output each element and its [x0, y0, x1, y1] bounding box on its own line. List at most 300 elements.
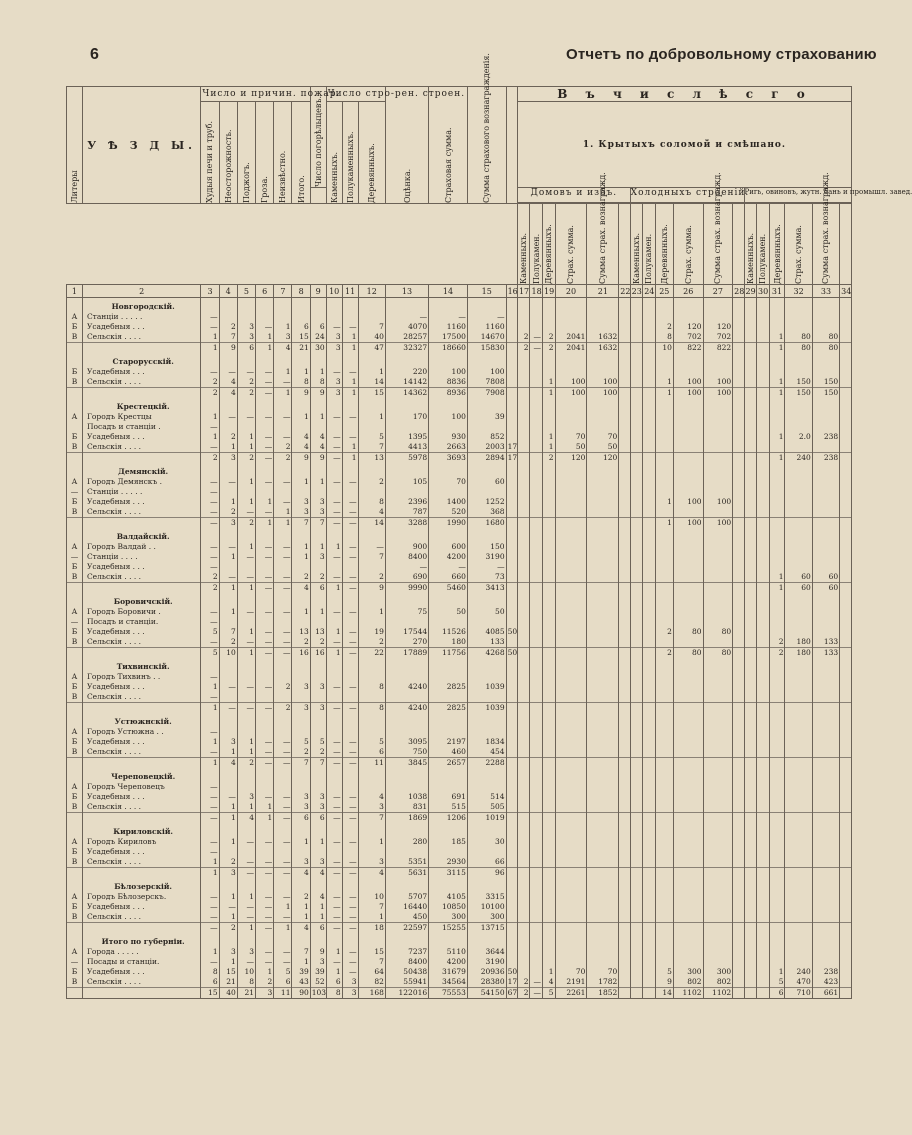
data-cell: 2	[274, 703, 292, 714]
data-cell: 7908	[467, 388, 506, 399]
data-cell: —	[342, 583, 358, 594]
data-cell	[769, 782, 785, 792]
data-cell: 1160	[429, 322, 468, 332]
data-cell: —	[342, 552, 358, 562]
table-row	[67, 312, 852, 322]
data-cell	[757, 782, 770, 792]
data-cell	[237, 312, 255, 322]
data-cell	[326, 422, 342, 432]
column-number: 20	[555, 285, 587, 298]
data-cell: —	[530, 332, 543, 343]
data-cell: 80	[785, 332, 812, 343]
table-row	[67, 857, 852, 868]
column-number: 17	[518, 286, 530, 296]
data-cell: 120	[673, 322, 703, 332]
data-cell: 822	[673, 343, 703, 354]
data-cell	[530, 692, 543, 703]
data-cell	[429, 727, 468, 737]
data-cell: —	[256, 552, 274, 562]
data-cell: 2	[237, 758, 255, 769]
row-litera	[67, 868, 83, 879]
table-row	[67, 947, 852, 957]
data-cell	[506, 388, 517, 399]
data-cell	[785, 792, 812, 802]
data-cell	[506, 782, 517, 792]
data-cell	[385, 727, 428, 737]
data-cell	[619, 682, 630, 692]
data-cell	[744, 782, 757, 792]
data-cell: 2	[543, 453, 556, 464]
data-cell	[630, 442, 643, 453]
subtotal-row	[67, 868, 852, 879]
data-cell	[733, 583, 744, 594]
data-cell	[530, 813, 543, 824]
data-cell	[506, 542, 517, 552]
data-cell	[757, 312, 770, 322]
data-cell	[619, 377, 630, 388]
data-cell: 2	[310, 637, 326, 648]
data-cell: 8400	[385, 957, 428, 967]
data-cell	[733, 477, 744, 487]
data-cell	[358, 617, 385, 627]
data-cell: 1	[326, 583, 342, 594]
data-cell: 4240	[385, 682, 428, 692]
row-litera	[67, 758, 83, 769]
data-cell	[530, 682, 543, 692]
district-heading-row	[67, 658, 852, 672]
data-cell	[643, 412, 656, 422]
data-cell	[643, 507, 656, 518]
data-cell: —	[274, 477, 292, 487]
data-cell: 180	[785, 637, 812, 648]
data-cell	[555, 947, 587, 957]
row-label: Усадебныя . . .	[82, 847, 200, 857]
data-cell: 702	[673, 332, 703, 343]
data-cell	[840, 542, 852, 552]
data-cell: 600	[429, 542, 468, 552]
data-cell	[733, 957, 744, 967]
data-cell: 100	[703, 497, 733, 507]
data-cell	[744, 682, 757, 692]
data-cell	[506, 487, 517, 497]
data-cell: 9990	[385, 583, 428, 594]
data-cell	[643, 343, 656, 354]
data-cell	[587, 367, 619, 377]
data-cell: 470	[785, 977, 812, 988]
data-cell	[555, 737, 587, 747]
data-cell	[757, 902, 770, 912]
data-cell: —	[342, 837, 358, 847]
data-cell	[643, 692, 656, 703]
data-cell	[530, 572, 543, 583]
data-cell: 4	[274, 343, 292, 354]
data-cell: 120	[587, 453, 619, 464]
data-cell: 1	[274, 367, 292, 377]
data-cell: 1	[292, 957, 310, 967]
data-cell	[506, 367, 517, 377]
data-cell	[840, 682, 852, 692]
data-cell	[769, 692, 785, 703]
data-cell	[517, 453, 530, 464]
data-cell: —	[256, 957, 274, 967]
data-cell	[744, 607, 757, 617]
row-litera: —	[67, 552, 83, 562]
row-label: Усадебныя . . .	[82, 682, 200, 692]
data-cell	[840, 637, 852, 648]
data-cell: 1	[342, 453, 358, 464]
row-label	[82, 758, 200, 769]
data-cell: 8	[310, 377, 326, 388]
data-cell: —	[326, 607, 342, 617]
data-cell	[310, 312, 326, 322]
data-cell: 1	[358, 412, 385, 422]
data-cell: 1	[292, 542, 310, 552]
data-cell: —	[256, 857, 274, 868]
data-cell: 34564	[429, 977, 468, 988]
data-cell	[673, 412, 703, 422]
data-cell: 1	[655, 518, 673, 529]
row-litera: А	[67, 782, 83, 792]
data-cell	[543, 572, 556, 583]
data-cell	[785, 497, 812, 507]
data-cell	[744, 477, 757, 487]
district-name: Кириловскій.	[82, 823, 200, 837]
data-cell	[555, 758, 587, 769]
data-cell: 1	[342, 442, 358, 453]
data-cell: —	[385, 562, 428, 572]
row-litera	[67, 388, 83, 399]
data-cell: 7	[292, 947, 310, 957]
table-row	[67, 572, 852, 583]
data-cell	[517, 367, 530, 377]
data-cell	[785, 902, 812, 912]
data-cell	[733, 617, 744, 627]
data-cell	[310, 847, 326, 857]
data-cell	[385, 422, 428, 432]
data-cell	[256, 562, 274, 572]
data-cell: 168	[358, 988, 385, 999]
data-cell: —	[326, 322, 342, 332]
data-cell: 2	[201, 572, 219, 583]
data-cell: 2041	[555, 332, 587, 343]
data-cell: 3095	[385, 737, 428, 747]
data-cell	[769, 857, 785, 868]
data-cell	[587, 322, 619, 332]
data-cell	[733, 727, 744, 737]
table-row	[67, 737, 852, 747]
data-cell	[643, 477, 656, 487]
data-cell: —	[256, 432, 274, 442]
data-cell: 31679	[429, 967, 468, 977]
data-cell: 515	[429, 802, 468, 813]
row-litera	[67, 343, 83, 354]
data-cell: 2	[310, 747, 326, 758]
data-cell	[587, 857, 619, 868]
data-cell	[812, 682, 839, 692]
data-cell: 8400	[385, 552, 428, 562]
data-cell: 423	[812, 977, 839, 988]
data-cell: 60	[812, 583, 839, 594]
data-cell: 122016	[385, 988, 428, 999]
data-cell	[757, 507, 770, 518]
data-cell	[733, 432, 744, 442]
data-cell: —	[201, 902, 219, 912]
data-cell	[619, 442, 630, 453]
data-cell: —	[342, 572, 358, 583]
data-cell: —	[326, 507, 342, 518]
data-cell: 2	[517, 332, 530, 343]
data-cell	[256, 692, 274, 703]
data-cell	[733, 813, 744, 824]
data-cell	[555, 367, 587, 377]
data-cell: 520	[429, 507, 468, 518]
data-cell: 50	[429, 607, 468, 617]
data-cell: 1	[256, 802, 274, 813]
data-cell	[517, 487, 530, 497]
data-cell	[757, 542, 770, 552]
data-cell: —	[342, 868, 358, 879]
data-cell: 2	[219, 322, 237, 332]
data-cell: —	[326, 837, 342, 847]
data-cell: —	[256, 388, 274, 399]
data-cell	[619, 487, 630, 497]
row-litera: В	[67, 747, 83, 758]
data-cell	[643, 322, 656, 332]
data-cell: 3	[326, 343, 342, 354]
data-cell	[256, 617, 274, 627]
data-cell	[630, 988, 643, 999]
data-cell: 100	[555, 377, 587, 388]
data-cell	[655, 583, 673, 594]
data-cell	[655, 542, 673, 552]
data-cell	[769, 868, 785, 879]
data-cell: 1	[769, 432, 785, 442]
data-cell	[757, 583, 770, 594]
data-cell	[630, 343, 643, 354]
data-cell: 7	[358, 957, 385, 967]
data-cell	[543, 912, 556, 923]
data-cell: 2396	[385, 497, 428, 507]
data-cell	[530, 727, 543, 737]
data-cell	[274, 847, 292, 857]
data-cell	[733, 967, 744, 977]
data-cell	[555, 747, 587, 758]
district-heading-row	[67, 878, 852, 892]
data-cell: —	[326, 703, 342, 714]
data-cell	[655, 672, 673, 682]
data-cell	[543, 792, 556, 802]
data-cell	[655, 737, 673, 747]
data-cell: 10	[655, 343, 673, 354]
data-cell	[630, 868, 643, 879]
data-cell	[673, 367, 703, 377]
data-cell	[530, 847, 543, 857]
data-cell	[769, 912, 785, 923]
data-cell: 3	[292, 497, 310, 507]
data-cell	[506, 847, 517, 857]
data-cell	[757, 552, 770, 562]
data-cell: 4	[237, 813, 255, 824]
data-cell: —	[219, 367, 237, 377]
data-cell	[769, 802, 785, 813]
column-number: 16	[507, 286, 518, 296]
data-cell: 2	[237, 377, 255, 388]
data-cell	[219, 782, 237, 792]
col-appraisal-header: Оцѣнка.	[385, 87, 428, 204]
row-litera: Б	[67, 562, 83, 572]
data-cell: 1	[769, 967, 785, 977]
data-cell: 1782	[587, 977, 619, 988]
data-cell	[506, 703, 517, 714]
data-cell	[530, 312, 543, 322]
district-heading-row	[67, 353, 852, 367]
data-cell: —	[256, 902, 274, 912]
data-cell	[769, 442, 785, 453]
data-cell	[274, 487, 292, 497]
data-cell	[543, 868, 556, 879]
data-cell	[358, 692, 385, 703]
data-cell: 80	[703, 648, 733, 659]
data-cell	[555, 487, 587, 497]
data-cell: 5	[292, 737, 310, 747]
data-cell	[555, 923, 587, 934]
data-cell: 5110	[429, 947, 468, 957]
data-cell: 3190	[467, 552, 506, 562]
data-cell	[785, 672, 812, 682]
data-cell	[342, 727, 358, 737]
row-label: Городъ Череповецъ	[82, 782, 200, 792]
data-cell: 9	[655, 977, 673, 988]
row-label: Городъ Кириловъ	[82, 837, 200, 847]
data-cell	[757, 923, 770, 934]
column-number: 19	[544, 286, 555, 296]
data-cell: —	[256, 442, 274, 453]
data-cell: 10	[358, 892, 385, 902]
data-cell	[467, 782, 506, 792]
data-cell	[530, 377, 543, 388]
data-cell	[530, 672, 543, 682]
data-cell	[812, 627, 839, 637]
data-cell	[744, 747, 757, 758]
data-cell: 368	[467, 507, 506, 518]
data-cell	[744, 552, 757, 562]
row-litera	[67, 518, 83, 529]
data-cell: 3288	[385, 518, 428, 529]
data-cell: 55941	[385, 977, 428, 988]
data-cell	[655, 617, 673, 627]
data-cell	[840, 487, 852, 497]
column-number: 14	[429, 285, 468, 298]
data-cell	[292, 562, 310, 572]
data-cell: 1	[201, 343, 219, 354]
data-cell	[812, 947, 839, 957]
data-cell	[219, 672, 237, 682]
row-litera: А	[67, 412, 83, 422]
district-name: Новгородскій.	[82, 298, 200, 313]
data-cell: 1400	[429, 497, 468, 507]
data-cell	[733, 542, 744, 552]
data-cell: 5	[310, 737, 326, 747]
data-cell: 1	[310, 607, 326, 617]
data-cell	[840, 367, 852, 377]
data-cell: 4	[543, 977, 556, 988]
data-cell: 3	[310, 802, 326, 813]
data-cell	[643, 957, 656, 967]
data-cell	[630, 607, 643, 617]
data-cell	[643, 487, 656, 497]
row-label: Усадебныя . . .	[82, 627, 200, 637]
data-cell: 1	[292, 412, 310, 422]
data-cell: 2	[201, 583, 219, 594]
data-cell	[757, 988, 770, 999]
data-cell: 28257	[385, 332, 428, 343]
data-cell	[310, 422, 326, 432]
data-cell: —	[326, 868, 342, 879]
data-cell	[655, 792, 673, 802]
data-cell	[643, 967, 656, 977]
data-cell: 39	[292, 967, 310, 977]
data-cell: 1	[655, 388, 673, 399]
data-cell	[673, 957, 703, 967]
data-cell	[643, 637, 656, 648]
data-cell: —	[326, 802, 342, 813]
data-cell: 1	[292, 367, 310, 377]
data-cell	[543, 902, 556, 912]
data-cell	[342, 312, 358, 322]
data-cell	[744, 412, 757, 422]
data-cell	[673, 912, 703, 923]
data-cell: 7	[310, 518, 326, 529]
data-cell: —	[530, 988, 543, 999]
data-cell	[530, 442, 543, 453]
data-cell	[619, 727, 630, 737]
data-cell: —	[256, 792, 274, 802]
data-cell	[506, 507, 517, 518]
data-cell	[733, 332, 744, 343]
data-cell: —	[274, 552, 292, 562]
data-cell: 4240	[385, 703, 428, 714]
data-cell: —	[274, 957, 292, 967]
data-cell	[358, 672, 385, 682]
data-cell: —	[342, 892, 358, 902]
data-cell: 1	[543, 967, 556, 977]
data-cell	[643, 422, 656, 432]
data-cell	[587, 477, 619, 487]
data-cell	[812, 477, 839, 487]
data-cell	[292, 692, 310, 703]
data-cell: 8	[292, 377, 310, 388]
data-cell: 1	[274, 507, 292, 518]
data-cell	[237, 727, 255, 737]
data-cell: 14	[655, 988, 673, 999]
data-cell: —	[201, 923, 219, 934]
data-cell	[744, 617, 757, 627]
table-row	[67, 837, 852, 847]
column-number: 29	[745, 286, 756, 296]
data-cell	[619, 892, 630, 902]
data-cell: 2	[543, 343, 556, 354]
data-cell	[703, 692, 733, 703]
data-cell	[757, 737, 770, 747]
data-cell: 9	[310, 453, 326, 464]
data-cell	[643, 617, 656, 627]
row-label: Посадъ и станціи.	[82, 617, 200, 627]
data-cell	[587, 583, 619, 594]
row-label: Городъ Валдай . .	[82, 542, 200, 552]
data-cell: 15	[358, 388, 385, 399]
data-cell	[517, 947, 530, 957]
data-cell	[757, 967, 770, 977]
